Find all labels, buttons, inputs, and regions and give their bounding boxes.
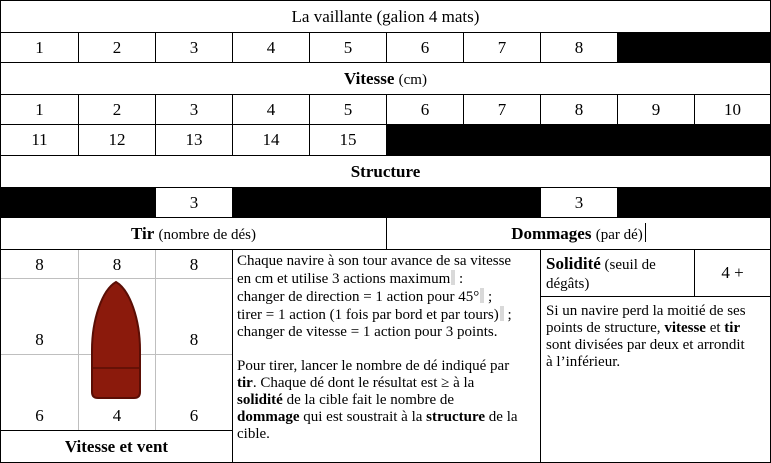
- fire-header: [131, 224, 256, 244]
- speed-cell: [309, 94, 387, 125]
- structure-blocked-cell: [0, 187, 156, 218]
- grid-caption: Vitesse et vent: [64, 436, 169, 456]
- halving-line: points de structure,: [546, 320, 665, 336]
- grid-top-center: 8: [112, 254, 122, 274]
- fire-rule-line: cible.: [237, 426, 270, 442]
- rules-line-end: ;: [503, 307, 512, 323]
- speed-value: 7: [497, 99, 507, 119]
- halving-keyword: tir: [724, 320, 741, 336]
- speed-cell: [540, 94, 618, 125]
- speed-cell: [0, 124, 79, 156]
- fire-rule-keyword: solidité: [237, 392, 283, 408]
- rules-line-end: :: [455, 271, 464, 287]
- rating-value: 8: [574, 37, 584, 57]
- fire-rule-keyword: structure: [426, 409, 486, 425]
- fire-rule-keyword: dommage: [237, 409, 300, 425]
- speed-value: 6: [420, 99, 430, 119]
- speed-value: 14: [262, 130, 280, 149]
- fire-rule-line: qui est soustrait à la: [299, 409, 427, 425]
- fire-rule-line: de la: [485, 409, 518, 425]
- speed-cell: [0, 94, 79, 125]
- speed-value: 9: [651, 99, 661, 119]
- halving-line: à l’inférieur.: [546, 354, 621, 370]
- rating-value: 7: [497, 37, 507, 57]
- rating-cell: [386, 32, 464, 63]
- rating-value: 5: [343, 37, 353, 57]
- speed-cell: [155, 94, 233, 125]
- fire-rule-keyword: tir: [237, 375, 253, 391]
- solidity-value-cell: [694, 249, 771, 297]
- solidity-title: Solidité: [546, 254, 601, 273]
- speed-cell: [78, 94, 156, 125]
- speed-unit: (cm): [398, 71, 427, 88]
- speed-cell: [78, 124, 156, 156]
- structure-cell: [540, 187, 618, 218]
- damage-header: [511, 223, 646, 244]
- structure-value: 3: [574, 192, 584, 212]
- speed-value: 5: [343, 99, 353, 119]
- halving-keyword: vitesse: [664, 320, 706, 336]
- speed-title-line: [344, 69, 427, 89]
- speed-value: 15: [339, 130, 357, 149]
- damage-header-cell: [386, 217, 771, 250]
- rating-cell: [463, 32, 541, 63]
- rating-cell: [155, 32, 233, 63]
- rules-text: [237, 253, 539, 443]
- fire-rule-line: Pour tirer, lancer le nombre de dé indiqué par: [237, 358, 510, 374]
- rating-value: 3: [189, 37, 199, 57]
- rating-value: 1: [35, 37, 44, 57]
- halving-line: sont divisées par deux et arrondit: [546, 337, 745, 353]
- speed-cell: [232, 124, 310, 156]
- grid-middle-left: 8: [35, 329, 44, 349]
- fire-rule-line: de la cible fait le nombre de: [282, 392, 455, 408]
- solidity-label: [541, 250, 694, 294]
- rating-cell: [78, 32, 156, 63]
- speed-value: 1: [35, 99, 44, 119]
- speed-value: 3: [189, 99, 199, 119]
- damage-subtitle: (par dé): [595, 227, 643, 243]
- speed-cell: [386, 94, 464, 125]
- grid-top-left: 8: [35, 254, 44, 274]
- halving-line: et: [705, 320, 725, 336]
- ship-title-cell: [0, 0, 771, 33]
- solidity-value: 4 +: [721, 263, 744, 282]
- structure-cell: [155, 187, 233, 218]
- rating-cell: [0, 32, 79, 63]
- rating-cell: [540, 32, 618, 63]
- rules-line: en cm et utilise 3 actions maximum: [237, 271, 451, 287]
- speed-cell: [232, 94, 310, 125]
- ship-token-icon: [86, 280, 146, 401]
- halving-line: Si un navire perd la moitié de ses: [546, 303, 746, 319]
- speed-value: 11: [31, 130, 48, 149]
- structure-title: Structure: [350, 161, 421, 181]
- rules-line: tirer = 1 action (1 fois par bord et par tours): [237, 307, 499, 323]
- fire-header-cell: [0, 217, 387, 250]
- damage-title: Dommages: [511, 224, 592, 243]
- solidity-label-cell: [540, 249, 695, 297]
- speed-value: 12: [108, 130, 126, 149]
- halving-text: [546, 303, 768, 371]
- rating-cell: [309, 32, 387, 63]
- ship-title: La vaillante (galion 4 mats): [291, 6, 480, 26]
- speed-cell: [694, 94, 771, 125]
- grid-top-right: 8: [189, 254, 199, 274]
- structure-blocked-cell: [617, 187, 771, 218]
- fire-rule-line: . Chaque dé dont le résultat est ≥ à la: [252, 375, 475, 391]
- structure-header-cell: [0, 155, 771, 188]
- grid-bottom-right: 6: [189, 405, 199, 425]
- speed-cell: [155, 124, 233, 156]
- rating-value: 2: [112, 37, 122, 57]
- solidity-subtitle: (seuil de dégâts): [546, 257, 656, 292]
- grid-line: [1, 278, 232, 279]
- grid-bottom-center: 4: [112, 405, 122, 425]
- grid-middle-right: 8: [189, 329, 199, 349]
- grid-bottom-left: 6: [35, 405, 44, 425]
- rules-line: changer de vitesse = 1 action pour 3 points.: [237, 324, 498, 340]
- rules-line: Chaque navire à son tour avance de sa vitesse: [237, 253, 512, 269]
- speed-value: 10: [724, 99, 741, 119]
- fire-subtitle: (nombre de dés): [158, 226, 257, 243]
- speed-value: 8: [574, 99, 584, 119]
- ship-hull-shape: [92, 282, 140, 398]
- structure-value: 3: [189, 192, 199, 212]
- text-cursor: [645, 223, 646, 242]
- speed-value: 4: [266, 99, 276, 119]
- structure-blocked-cell: [232, 187, 541, 218]
- speed-value: 2: [112, 99, 122, 119]
- speed-cell: [617, 94, 695, 125]
- speed-cell: [463, 94, 541, 125]
- speed-blocked-cell: [386, 124, 771, 156]
- rating-cell: [232, 32, 310, 63]
- speed-cell: [309, 124, 387, 156]
- rules-line: changer de direction = 1 action pour 45°: [237, 289, 480, 305]
- rules-line-end: ;: [484, 289, 493, 305]
- fire-title: Tir: [130, 223, 155, 243]
- speed-value: 13: [185, 130, 203, 149]
- rating-value: 6: [420, 37, 430, 57]
- speed-title: Vitesse: [344, 68, 395, 88]
- rating-value: 4: [266, 37, 276, 57]
- speed-header-cell: [0, 62, 771, 95]
- rating-blocked-cell: [617, 32, 771, 63]
